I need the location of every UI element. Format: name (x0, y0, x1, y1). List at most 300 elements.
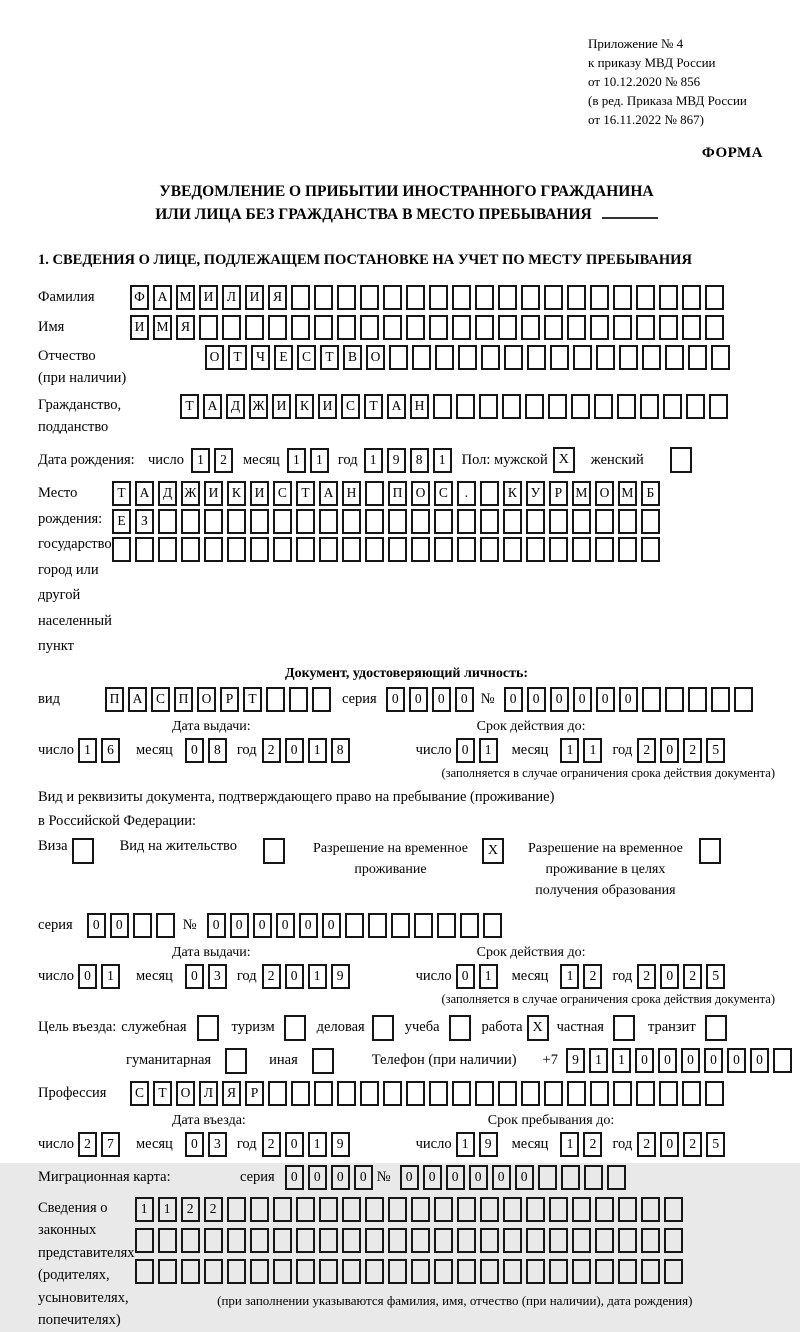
char-cell[interactable] (549, 1228, 568, 1253)
char-cell[interactable]: 0 (78, 964, 97, 989)
char-cell[interactable] (406, 1081, 425, 1106)
char-cell[interactable] (268, 1081, 287, 1106)
char-cell[interactable]: 1 (101, 964, 120, 989)
char-cell[interactable]: Н (342, 481, 361, 506)
char-cell[interactable] (613, 1081, 632, 1106)
char-cell[interactable] (567, 285, 586, 310)
char-cell[interactable] (225, 1048, 247, 1074)
char-cell[interactable] (686, 394, 705, 419)
char-cell[interactable] (273, 509, 292, 534)
char-cell[interactable] (204, 1228, 223, 1253)
char-cell[interactable] (664, 1259, 683, 1284)
char-cell[interactable]: М (618, 481, 637, 506)
char-cell[interactable]: 0 (456, 738, 475, 763)
char-cell[interactable] (389, 345, 408, 370)
char-cell[interactable] (291, 1081, 310, 1106)
char-cell[interactable]: 0 (660, 738, 679, 763)
char-cell[interactable] (561, 1165, 580, 1190)
char-cell[interactable] (289, 687, 308, 712)
char-cell[interactable] (337, 315, 356, 340)
char-cell[interactable] (527, 345, 546, 370)
char-cell[interactable]: Т (180, 394, 199, 419)
char-cell[interactable]: 0 (331, 1165, 350, 1190)
char-cell[interactable]: 5 (706, 1132, 725, 1157)
char-cell[interactable] (595, 509, 614, 534)
char-cell[interactable] (312, 1048, 334, 1074)
char-cell[interactable]: 0 (660, 1132, 679, 1157)
char-cell[interactable] (263, 838, 285, 864)
char-cell[interactable] (572, 1197, 591, 1222)
char-cell[interactable] (663, 394, 682, 419)
char-cell[interactable]: 2 (262, 1132, 281, 1157)
char-cell[interactable] (550, 345, 569, 370)
char-cell[interactable] (659, 285, 678, 310)
char-cell[interactable] (659, 1081, 678, 1106)
char-cell[interactable]: 2 (637, 738, 656, 763)
char-cell[interactable] (483, 913, 502, 938)
char-cell[interactable] (664, 1228, 683, 1253)
char-cell[interactable]: С (341, 394, 360, 419)
char-cell[interactable]: И (250, 481, 269, 506)
char-cell[interactable]: Л (222, 285, 241, 310)
char-cell[interactable]: А (153, 285, 172, 310)
char-cell[interactable]: 1 (560, 964, 579, 989)
char-cell[interactable] (291, 315, 310, 340)
char-cell[interactable] (273, 1228, 292, 1253)
char-cell[interactable] (452, 1081, 471, 1106)
char-cell[interactable] (642, 687, 661, 712)
char-cell[interactable]: 8 (331, 738, 350, 763)
char-cell[interactable]: 2 (262, 738, 281, 763)
char-cell[interactable]: О (205, 345, 224, 370)
char-cell[interactable] (314, 1081, 333, 1106)
char-cell[interactable]: 0 (658, 1048, 677, 1073)
char-cell[interactable] (636, 1081, 655, 1106)
char-cell[interactable]: 2 (214, 448, 233, 473)
char-cell[interactable] (411, 1228, 430, 1253)
char-cell[interactable]: 9 (387, 448, 406, 473)
char-cell[interactable] (250, 1228, 269, 1253)
char-cell[interactable]: 0 (750, 1048, 769, 1073)
char-cell[interactable]: 0 (550, 687, 569, 712)
char-cell[interactable] (449, 1015, 471, 1041)
char-cell[interactable] (705, 1081, 724, 1106)
char-cell[interactable]: А (319, 481, 338, 506)
char-cell[interactable]: 9 (566, 1048, 585, 1073)
char-cell[interactable] (434, 1259, 453, 1284)
char-cell[interactable]: 8 (410, 448, 429, 473)
char-cell[interactable] (383, 285, 402, 310)
char-cell[interactable]: 0 (185, 1132, 204, 1157)
char-cell[interactable]: 0 (455, 687, 474, 712)
char-cell[interactable] (435, 345, 454, 370)
char-cell[interactable] (158, 537, 177, 562)
char-cell[interactable] (773, 1048, 792, 1073)
char-cell[interactable] (705, 1015, 727, 1041)
char-cell[interactable] (590, 285, 609, 310)
char-cell[interactable] (572, 1228, 591, 1253)
char-cell[interactable] (250, 509, 269, 534)
char-cell[interactable] (734, 687, 753, 712)
char-cell[interactable] (613, 1015, 635, 1041)
char-cell[interactable] (135, 1259, 154, 1284)
char-cell[interactable] (429, 315, 448, 340)
char-cell[interactable] (319, 537, 338, 562)
char-cell[interactable]: А (203, 394, 222, 419)
char-cell[interactable] (388, 1197, 407, 1222)
char-cell[interactable]: 0 (87, 913, 106, 938)
char-cell[interactable]: 0 (185, 738, 204, 763)
char-cell[interactable] (365, 509, 384, 534)
char-cell[interactable] (475, 315, 494, 340)
char-cell[interactable] (521, 315, 540, 340)
char-cell[interactable]: К (503, 481, 522, 506)
char-cell[interactable] (613, 315, 632, 340)
char-cell[interactable] (665, 687, 684, 712)
char-cell[interactable] (619, 345, 638, 370)
char-cell[interactable] (388, 1228, 407, 1253)
char-cell[interactable] (273, 537, 292, 562)
char-cell[interactable] (460, 913, 479, 938)
char-cell[interactable] (458, 345, 477, 370)
char-cell[interactable] (573, 345, 592, 370)
char-cell[interactable] (480, 1259, 499, 1284)
char-cell[interactable]: 1 (479, 964, 498, 989)
char-cell[interactable] (181, 509, 200, 534)
char-cell[interactable] (406, 285, 425, 310)
char-cell[interactable] (319, 1228, 338, 1253)
char-cell[interactable] (640, 394, 659, 419)
char-cell[interactable] (135, 1228, 154, 1253)
char-cell[interactable] (480, 537, 499, 562)
char-cell[interactable] (596, 345, 615, 370)
char-cell[interactable]: 0 (322, 913, 341, 938)
char-cell[interactable] (504, 345, 523, 370)
char-cell[interactable] (406, 315, 425, 340)
char-cell[interactable] (618, 1259, 637, 1284)
char-cell[interactable] (705, 285, 724, 310)
char-cell[interactable] (268, 315, 287, 340)
char-cell[interactable]: 1 (583, 738, 602, 763)
char-cell[interactable] (342, 537, 361, 562)
char-cell[interactable] (227, 1259, 246, 1284)
char-cell[interactable]: Т (243, 687, 262, 712)
char-cell[interactable]: 9 (331, 1132, 350, 1157)
char-cell[interactable] (181, 537, 200, 562)
char-cell[interactable] (434, 537, 453, 562)
char-cell[interactable] (204, 1259, 223, 1284)
char-cell[interactable] (682, 1081, 701, 1106)
char-cell[interactable]: 0 (432, 687, 451, 712)
char-cell[interactable] (711, 345, 730, 370)
char-cell[interactable] (433, 394, 452, 419)
char-cell[interactable] (434, 1228, 453, 1253)
char-cell[interactable]: 5 (706, 964, 725, 989)
char-cell[interactable] (526, 1259, 545, 1284)
char-cell[interactable] (481, 345, 500, 370)
char-cell[interactable] (337, 285, 356, 310)
char-cell[interactable] (688, 687, 707, 712)
char-cell[interactable] (383, 1081, 402, 1106)
char-cell[interactable] (291, 285, 310, 310)
char-cell[interactable] (594, 394, 613, 419)
char-cell[interactable]: 0 (515, 1165, 534, 1190)
char-cell[interactable] (549, 1197, 568, 1222)
char-cell[interactable] (544, 1081, 563, 1106)
char-cell[interactable]: Я (222, 1081, 241, 1106)
char-cell[interactable] (521, 285, 540, 310)
char-cell[interactable]: 0 (285, 1132, 304, 1157)
char-cell[interactable]: А (387, 394, 406, 419)
char-cell[interactable] (296, 1259, 315, 1284)
char-cell[interactable]: Е (274, 345, 293, 370)
char-cell[interactable]: З (135, 509, 154, 534)
char-cell[interactable]: 1 (560, 1132, 579, 1157)
char-cell[interactable]: Д (158, 481, 177, 506)
char-cell[interactable] (296, 537, 315, 562)
char-cell[interactable] (452, 285, 471, 310)
char-cell[interactable] (595, 1197, 614, 1222)
char-cell[interactable]: И (272, 394, 291, 419)
char-cell[interactable]: С (273, 481, 292, 506)
char-cell[interactable] (613, 285, 632, 310)
char-cell[interactable] (544, 315, 563, 340)
char-cell[interactable]: X (527, 1015, 549, 1041)
char-cell[interactable]: 1 (479, 738, 498, 763)
char-cell[interactable]: 1 (364, 448, 383, 473)
char-cell[interactable] (641, 509, 660, 534)
char-cell[interactable] (665, 345, 684, 370)
char-cell[interactable]: 5 (706, 738, 725, 763)
char-cell[interactable]: X (482, 838, 504, 864)
char-cell[interactable] (158, 1259, 177, 1284)
char-cell[interactable] (345, 913, 364, 938)
char-cell[interactable]: 1 (191, 448, 210, 473)
char-cell[interactable] (526, 537, 545, 562)
char-cell[interactable] (158, 509, 177, 534)
char-cell[interactable]: 1 (135, 1197, 154, 1222)
char-cell[interactable] (636, 315, 655, 340)
char-cell[interactable]: 2 (181, 1197, 200, 1222)
char-cell[interactable] (544, 285, 563, 310)
char-cell[interactable] (502, 394, 521, 419)
char-cell[interactable]: 0 (299, 913, 318, 938)
char-cell[interactable] (414, 913, 433, 938)
char-cell[interactable] (273, 1259, 292, 1284)
char-cell[interactable]: Н (410, 394, 429, 419)
char-cell[interactable] (365, 1228, 384, 1253)
char-cell[interactable]: О (176, 1081, 195, 1106)
char-cell[interactable]: Е (112, 509, 131, 534)
char-cell[interactable]: 0 (635, 1048, 654, 1073)
char-cell[interactable]: С (297, 345, 316, 370)
char-cell[interactable] (549, 537, 568, 562)
char-cell[interactable] (682, 285, 701, 310)
char-cell[interactable] (342, 1259, 361, 1284)
char-cell[interactable] (314, 285, 333, 310)
char-cell[interactable] (342, 509, 361, 534)
char-cell[interactable] (525, 394, 544, 419)
char-cell[interactable] (296, 1228, 315, 1253)
char-cell[interactable]: 0 (409, 687, 428, 712)
char-cell[interactable] (572, 509, 591, 534)
char-cell[interactable] (434, 1197, 453, 1222)
char-cell[interactable] (284, 1015, 306, 1041)
char-cell[interactable]: . (457, 481, 476, 506)
char-cell[interactable]: 1 (560, 738, 579, 763)
char-cell[interactable]: О (366, 345, 385, 370)
char-cell[interactable] (641, 1228, 660, 1253)
char-cell[interactable]: 0 (185, 964, 204, 989)
char-cell[interactable] (388, 509, 407, 534)
char-cell[interactable]: Т (320, 345, 339, 370)
char-cell[interactable]: 0 (727, 1048, 746, 1073)
char-cell[interactable] (227, 1228, 246, 1253)
char-cell[interactable]: С (130, 1081, 149, 1106)
char-cell[interactable] (641, 537, 660, 562)
char-cell[interactable] (181, 1259, 200, 1284)
char-cell[interactable]: В (343, 345, 362, 370)
char-cell[interactable] (503, 509, 522, 534)
char-cell[interactable] (521, 1081, 540, 1106)
char-cell[interactable]: 2 (583, 1132, 602, 1157)
char-cell[interactable] (457, 537, 476, 562)
char-cell[interactable] (618, 537, 637, 562)
char-cell[interactable] (498, 315, 517, 340)
char-cell[interactable] (312, 687, 331, 712)
char-cell[interactable] (584, 1165, 603, 1190)
char-cell[interactable]: 0 (660, 964, 679, 989)
char-cell[interactable]: 0 (423, 1165, 442, 1190)
char-cell[interactable] (314, 315, 333, 340)
char-cell[interactable]: 0 (354, 1165, 373, 1190)
char-cell[interactable]: 0 (285, 738, 304, 763)
char-cell[interactable]: 1 (287, 448, 306, 473)
char-cell[interactable]: X (553, 447, 575, 473)
char-cell[interactable]: Ч (251, 345, 270, 370)
char-cell[interactable]: И (318, 394, 337, 419)
char-cell[interactable] (503, 1259, 522, 1284)
char-cell[interactable] (360, 315, 379, 340)
char-cell[interactable] (250, 1197, 269, 1222)
char-cell[interactable]: 2 (683, 1132, 702, 1157)
char-cell[interactable] (411, 1197, 430, 1222)
char-cell[interactable] (457, 1259, 476, 1284)
char-cell[interactable] (456, 394, 475, 419)
char-cell[interactable]: 2 (637, 964, 656, 989)
char-cell[interactable]: У (526, 481, 545, 506)
char-cell[interactable]: М (572, 481, 591, 506)
char-cell[interactable]: М (176, 285, 195, 310)
char-cell[interactable] (457, 1228, 476, 1253)
char-cell[interactable]: 3 (208, 964, 227, 989)
char-cell[interactable] (372, 1015, 394, 1041)
char-cell[interactable]: 7 (101, 1132, 120, 1157)
char-cell[interactable] (365, 537, 384, 562)
char-cell[interactable]: 0 (400, 1165, 419, 1190)
char-cell[interactable] (319, 1197, 338, 1222)
char-cell[interactable] (699, 838, 721, 864)
char-cell[interactable]: О (595, 481, 614, 506)
char-cell[interactable] (342, 1228, 361, 1253)
char-cell[interactable]: 1 (308, 1132, 327, 1157)
char-cell[interactable] (571, 394, 590, 419)
char-cell[interactable] (480, 481, 499, 506)
char-cell[interactable]: 0 (681, 1048, 700, 1073)
char-cell[interactable] (383, 315, 402, 340)
char-cell[interactable]: Р (245, 1081, 264, 1106)
char-cell[interactable] (705, 315, 724, 340)
char-cell[interactable]: 2 (78, 1132, 97, 1157)
char-cell[interactable] (365, 1197, 384, 1222)
char-cell[interactable]: О (197, 687, 216, 712)
char-cell[interactable] (365, 1259, 384, 1284)
char-cell[interactable] (360, 1081, 379, 1106)
char-cell[interactable]: И (130, 315, 149, 340)
char-cell[interactable]: 0 (619, 687, 638, 712)
char-cell[interactable] (273, 1197, 292, 1222)
char-cell[interactable] (388, 1259, 407, 1284)
char-cell[interactable] (391, 913, 410, 938)
char-cell[interactable] (480, 509, 499, 534)
char-cell[interactable] (636, 285, 655, 310)
char-cell[interactable] (590, 315, 609, 340)
char-cell[interactable]: О (411, 481, 430, 506)
char-cell[interactable]: А (135, 481, 154, 506)
char-cell[interactable] (204, 537, 223, 562)
char-cell[interactable] (227, 509, 246, 534)
char-cell[interactable] (360, 285, 379, 310)
char-cell[interactable]: 0 (504, 687, 523, 712)
char-cell[interactable] (503, 1228, 522, 1253)
char-cell[interactable] (595, 1228, 614, 1253)
char-cell[interactable]: Л (199, 1081, 218, 1106)
char-cell[interactable]: 2 (683, 964, 702, 989)
char-cell[interactable]: К (295, 394, 314, 419)
char-cell[interactable] (250, 537, 269, 562)
char-cell[interactable]: 1 (612, 1048, 631, 1073)
char-cell[interactable] (197, 1015, 219, 1041)
char-cell[interactable]: Б (641, 481, 660, 506)
char-cell[interactable] (227, 537, 246, 562)
char-cell[interactable] (457, 509, 476, 534)
char-cell[interactable] (181, 1228, 200, 1253)
char-cell[interactable]: П (174, 687, 193, 712)
char-cell[interactable]: П (105, 687, 124, 712)
char-cell[interactable]: 0 (573, 687, 592, 712)
char-cell[interactable] (503, 537, 522, 562)
char-cell[interactable] (664, 1197, 683, 1222)
char-cell[interactable]: 2 (637, 1132, 656, 1157)
char-cell[interactable] (411, 1259, 430, 1284)
char-cell[interactable]: Т (296, 481, 315, 506)
char-cell[interactable]: 0 (285, 964, 304, 989)
char-cell[interactable] (222, 315, 241, 340)
char-cell[interactable] (480, 1197, 499, 1222)
char-cell[interactable]: 2 (583, 964, 602, 989)
char-cell[interactable] (266, 687, 285, 712)
char-cell[interactable] (475, 285, 494, 310)
char-cell[interactable]: Т (228, 345, 247, 370)
char-cell[interactable] (437, 913, 456, 938)
char-cell[interactable] (434, 509, 453, 534)
char-cell[interactable]: 1 (78, 738, 97, 763)
char-cell[interactable] (365, 481, 384, 506)
char-cell[interactable] (641, 1259, 660, 1284)
char-cell[interactable] (133, 913, 152, 938)
char-cell[interactable] (595, 537, 614, 562)
char-cell[interactable] (618, 1228, 637, 1253)
